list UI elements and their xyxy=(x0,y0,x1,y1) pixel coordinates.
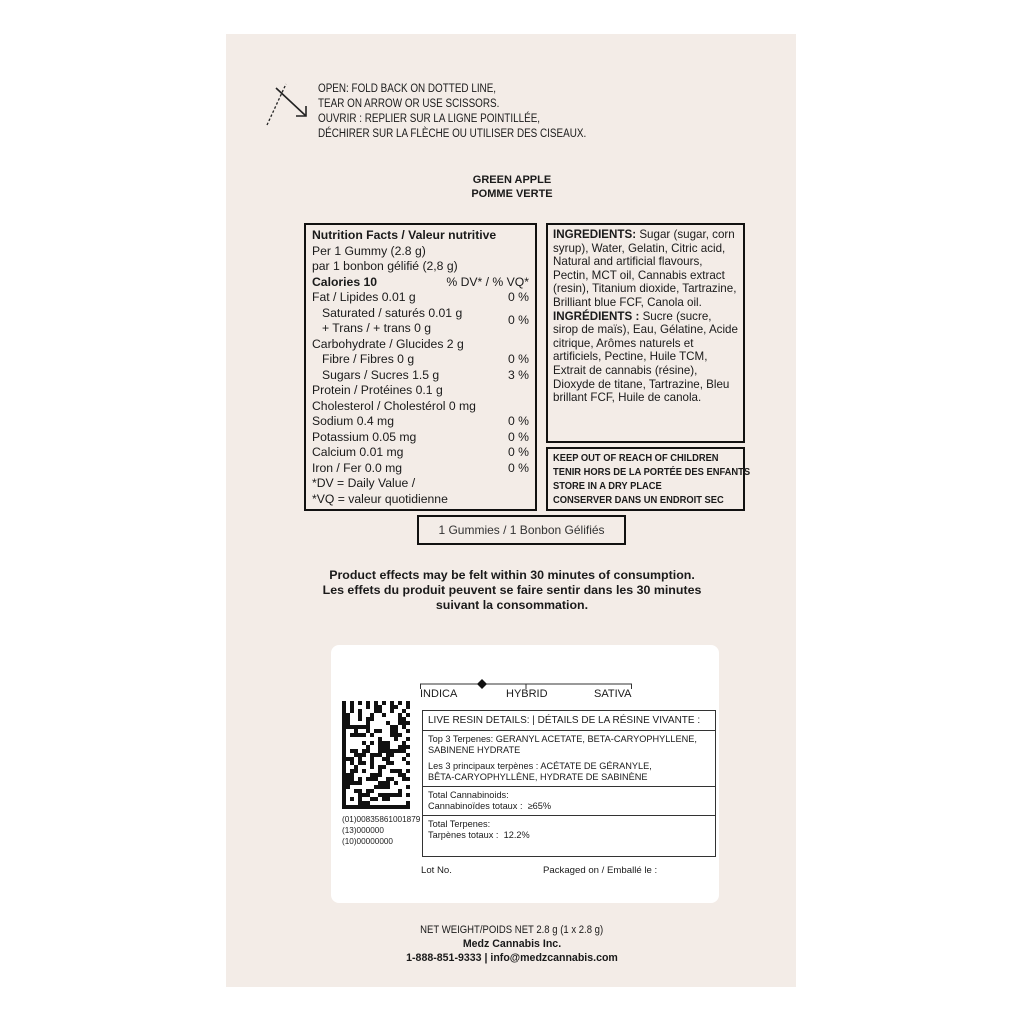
strain-scale xyxy=(420,676,640,706)
warning-box: KEEP OUT OF REACH OF CHILDREN TENIR HORS DE LA PORTÉE DES ENFANTS STORE IN A DRY PLACE CONSERVER DANS UN ENDROIT SEC xyxy=(546,447,745,511)
strain-marker-icon xyxy=(477,679,487,689)
unit-count-box: 1 Gummies / 1 Bonbon Gélifiés xyxy=(417,515,626,545)
barcode-numbers: (01)00835861001879 (13)000000 (10)00000000 xyxy=(342,815,421,846)
nutrition-title: Nutrition Facts / Valeur nutritive xyxy=(312,228,497,242)
live-resin-details: LIVE RESIN DETAILS: | DÉTAILS DE LA RÉSINE VIVANTE : Top 3 Terpenes: GERANYL ACETATE, BETA-CARYOPHYLLENE, SABINENE HYDRATE Les 3 principaux terpènes : ACÉTATE DE GÉRANYLE, BÊTA-CARYOPHYLLÈNE, HYDRATE DE SABINÈNE Total Cannabinoids: Cannabinoïdes totaux : ≥65% Total Terpenes: Tarpènes totaux : 12.2% xyxy=(422,710,716,857)
nutrition-facts-table: Nutrition Facts / Valeur nutritive Per 1 Gummy (2.8 g) par 1 bonbon gélifié (2,8 g) Calories 10 % DV* / % VQ* Fat / Lipides 0.01 g 0 % Saturated / saturés 0.01 g + Trans / + trans 0 g 0 % Carbohydrate / Glucides 2 g Fibre / Fibres 0 g 0 % Sugars / Sucres 1.5 g 3 % Protein / Protéines 0.1 g Cholesterol / Cholestérol 0 mg Sodium 0.4 mg 0 % Potassium 0.05 mg 0 % Calcium 0.01 mg 0 % Iron / Fer 0.0 mg 0 % *DV = Daily Value / *VQ = valeur quotidienne xyxy=(304,223,537,511)
datamatrix-barcode xyxy=(342,701,410,810)
contact-info: 1-888-851-9333 | info@medzcannabis.com xyxy=(406,952,618,964)
tear-arrow-icon xyxy=(266,82,310,126)
company-name: Medz Cannabis Inc. xyxy=(462,938,562,950)
sativa-label: SATIVA xyxy=(594,688,632,700)
indica-label: INDICA xyxy=(420,688,458,700)
top-terpenes: Top 3 Terpenes: GERANYL ACETATE, BETA-CARYOPHYLLENE, SABINENE HYDRATE Les 3 principaux terpènes : ACÉTATE DE GÉRANYLE, BÊTA-CARYOPHYLLÈNE, HYDRATE DE SABINÈNE xyxy=(423,731,715,787)
lot-number: Lot No. xyxy=(421,865,452,876)
total-terpenes: Total Terpenes: Tarpènes totaux : 12.2% xyxy=(428,819,530,840)
flavour-name: GREEN APPLE POMME VERTE xyxy=(471,174,553,200)
open-instructions: OPEN: FOLD BACK ON DOTTED LINE, TEAR ON ARROW OR USE SCISSORS. OUVRIR : REPLIER SUR LA LIGNE POINTILLÉE, DÉCHIRER SUR LA FLÈCHE OU UTILISER DES CISEAUX. xyxy=(318,83,587,140)
footer xyxy=(0,923,1024,965)
net-weight: NET WEIGHT/POIDS NET 2.8 g (1 x 2.8 g) xyxy=(420,924,604,936)
effects-notice: Product effects may be felt within 30 minutes of consumption. Les effets du produit peuvent se faire sentir dans les 30 minutes suivant la consommation. xyxy=(322,568,702,612)
hybrid-label: HYBRID xyxy=(506,688,548,700)
packaged-date: Packaged on / Emballé le : xyxy=(543,865,658,876)
ingredients-box: INGREDIENTS: Sugar (sugar, corn syrup), Water, Gelatin, Citric acid, Natural and artificial flavours, Pectin, MCT oil, Cannabis extract (resin), Titanium dioxide, Tartrazine, Brilliant blue FCF, Canola oil. INGRÉDIENTS : Sucre (sucre, sirop de maïs), Eau, Gélatine, Acide citrique, Arômes naturels et artificiels, Pectine, Huile TCM, Extrait de cannabis (résine), Dioxyde de titane, Tartrazine, Bleu brillant FCF, Huile de canola. xyxy=(546,223,745,443)
total-cannabinoids: Total Cannabinoids: Cannabinoïdes totaux : ≥65% xyxy=(423,787,715,816)
